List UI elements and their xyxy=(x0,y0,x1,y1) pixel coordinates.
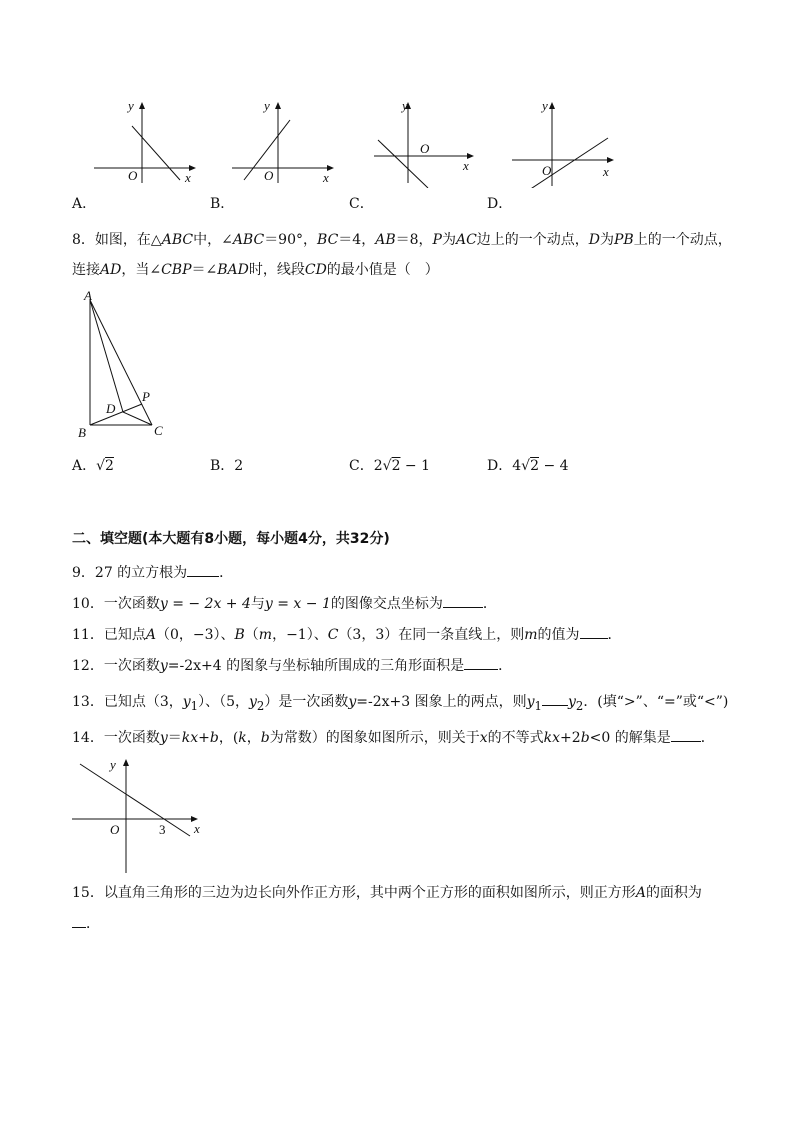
point-d-label: D xyxy=(106,401,116,416)
q7-graph-d xyxy=(510,98,620,188)
origin-label: O xyxy=(128,168,138,183)
y-axis-label: y xyxy=(542,98,548,113)
answer-blank xyxy=(580,624,608,639)
y-axis-label: y xyxy=(264,98,270,113)
q15-line2: ． xyxy=(72,913,100,934)
x-axis-label: x xyxy=(463,158,469,173)
answer-blank xyxy=(542,691,568,706)
q7-graph-c xyxy=(370,98,480,188)
q15-line1: 15．以直角三角形的三边为边长向外作正方形，其中两个正方形的面积如图所示，则正方形A的面积为 xyxy=(72,885,702,901)
q7-graph-a xyxy=(92,98,202,188)
y-axis-label: y xyxy=(128,98,134,113)
q7-option-a-label: A． xyxy=(72,196,97,212)
x-axis-label: x xyxy=(323,170,329,185)
point-a-label: A xyxy=(84,288,92,303)
y-axis-label: y xyxy=(110,757,116,772)
point-b-label: B xyxy=(78,425,86,440)
q7-graph-b xyxy=(230,98,340,188)
x-axis-label: x xyxy=(194,821,200,836)
point-c-label: C xyxy=(154,423,163,438)
origin-label: O xyxy=(110,822,120,837)
sqrt-sign-icon: √ xyxy=(382,458,392,474)
q14-graph xyxy=(70,753,210,878)
q14: 14．一次函数y＝kx+b，(k，b为常数）的图象如图所示，则关于x的不等式kx+2b<0 的解集是 ． xyxy=(72,727,715,748)
section-heading: 二、填空题(本大题有8小题，每小题4分，共32分) xyxy=(72,531,390,547)
q7-option-b-label: B． xyxy=(210,196,235,212)
q8-line2: 连接AD，当∠CBP＝∠BAD时，线段CD的最小值是（ ） xyxy=(72,262,439,278)
answer-blank xyxy=(464,655,498,670)
sqrt-sign-icon: √ xyxy=(96,458,106,474)
origin-label: O xyxy=(420,141,430,156)
answer-blank xyxy=(72,913,86,928)
origin-label: O xyxy=(542,163,552,178)
answer-blank xyxy=(671,727,701,742)
answer-blank xyxy=(443,593,483,608)
q13: 13．已知点（3，$y_1$）、（5，$y_2$）是一次函数y=-2x+3 图象上的两点，则$y_1$ $y_2$．(填“>”、“=”或“<”) xyxy=(72,691,728,716)
q12: 12．一次函数y=-2x+4 的图象与坐标轴所围成的三角形面积是 ． xyxy=(72,655,512,676)
sqrt-sign-icon: √ xyxy=(521,458,531,474)
q8-option-d: D．4√2 − 4 xyxy=(487,458,569,474)
q8-option-c: C．2√2 − 1 xyxy=(349,458,431,474)
q8-line1: 8．如图，在△ABC中，∠ABC＝90°，BC＝4，AB＝8，P为AC边上的一个动点，D为PB上的一个动点， xyxy=(72,232,732,248)
q8-triangle-figure xyxy=(70,285,180,440)
q10: 10．一次函数y = − 2x + 4与y = x − 1的图像交点坐标为 ． xyxy=(72,593,497,614)
y-axis-label: y xyxy=(402,98,408,113)
origin-label: O xyxy=(264,168,274,183)
q7-option-c-label: C． xyxy=(349,196,374,212)
x-axis-label: x xyxy=(185,170,191,185)
q9: 9．27 的立方根为 ． xyxy=(72,562,233,583)
q8-option-b: B．2 xyxy=(210,458,244,474)
point-p-label: P xyxy=(142,389,150,404)
x-axis-label: x xyxy=(603,164,609,179)
tick-label: 3 xyxy=(159,822,166,837)
q8-option-a: A．√2 xyxy=(72,458,114,474)
q11: 11．已知点A（0，−3）、B（m，−1）、C（3，3）在同一条直线上，则m的值为 ． xyxy=(72,624,622,645)
q7-option-d-label: D． xyxy=(487,196,513,212)
answer-blank xyxy=(187,562,219,577)
